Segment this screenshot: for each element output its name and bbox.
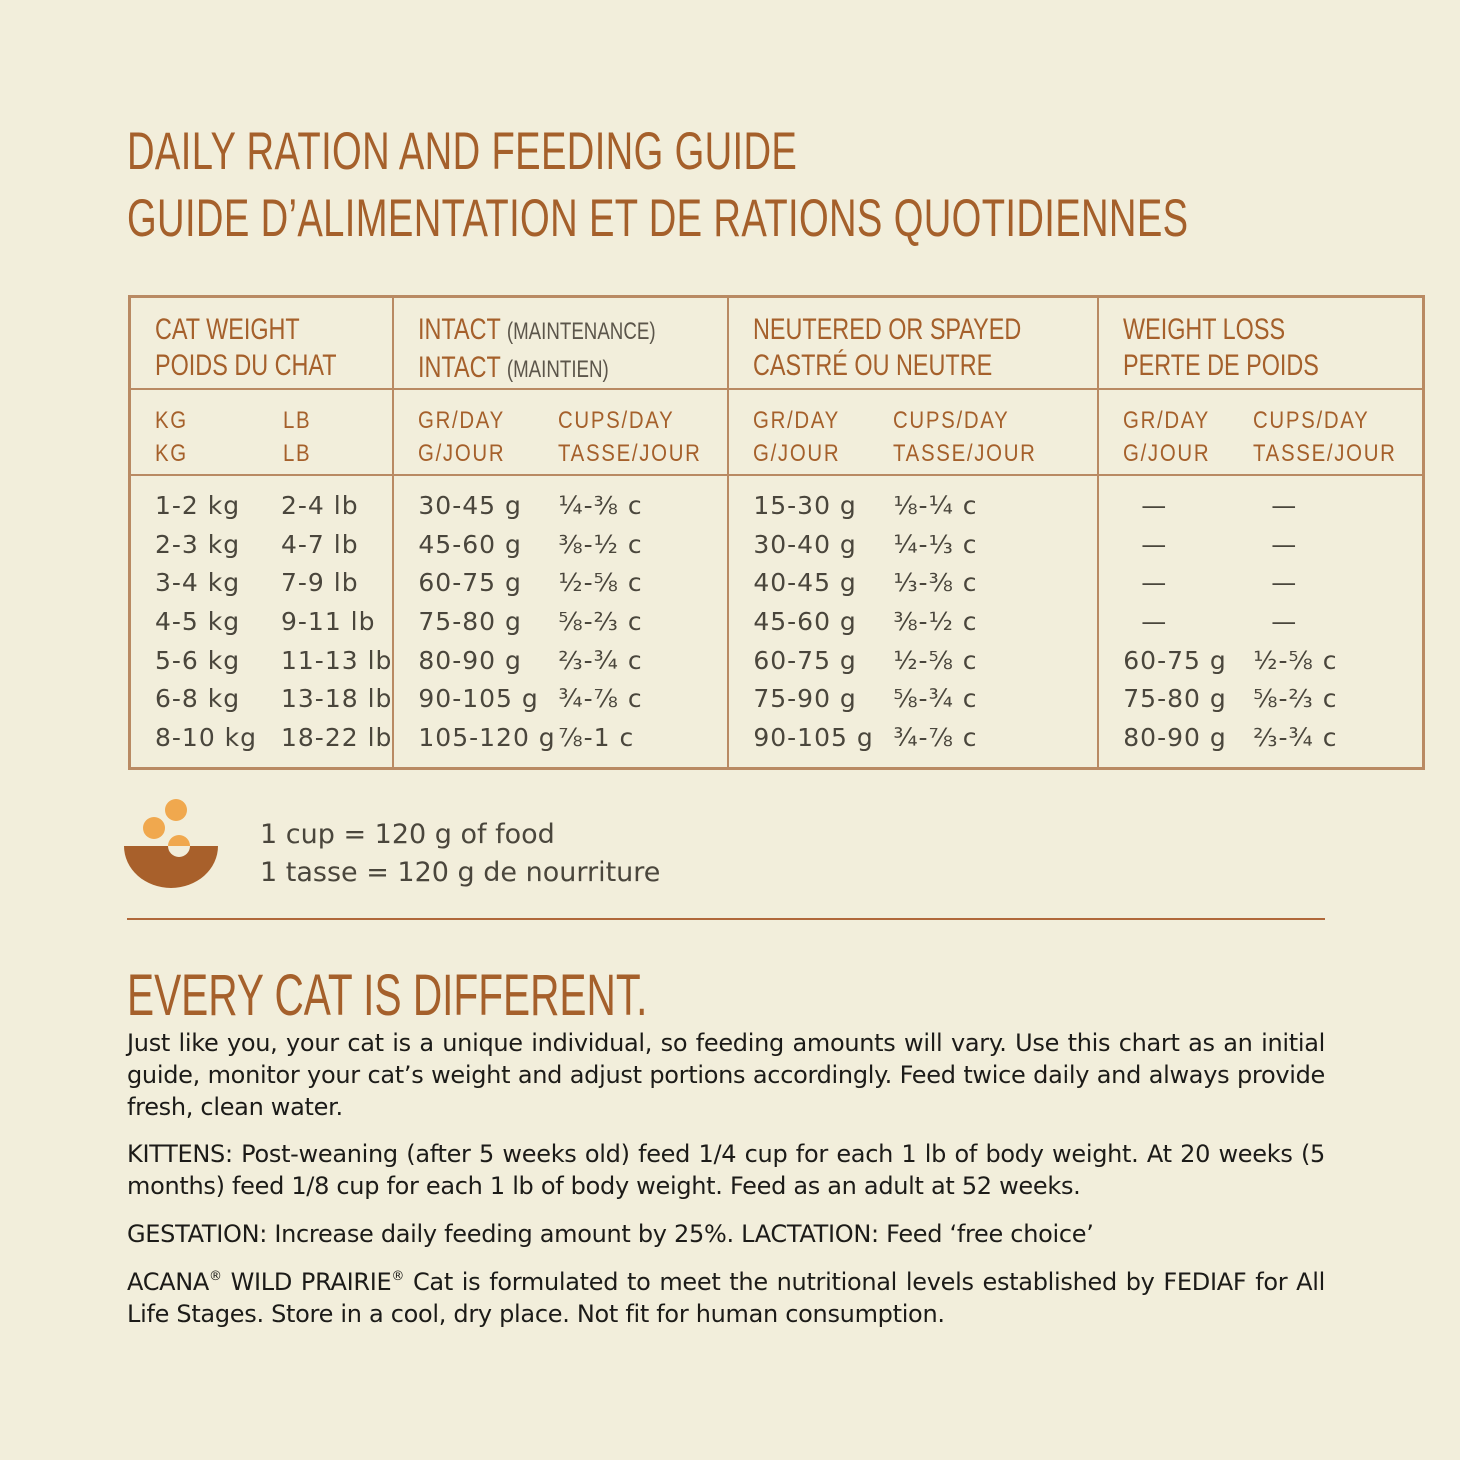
header-label-en: INTACT (418, 313, 501, 346)
subheader-loss-units (1098, 389, 1423, 475)
table-row (155, 602, 392, 641)
header-paren-en: (MAINTENANCE) (507, 318, 656, 345)
header-label-en: WEIGHT LOSS (1123, 313, 1286, 346)
cups-value: ⅝-⅔ c (1253, 684, 1338, 714)
intact-column (393, 475, 728, 768)
kg-value: 4-5 kg (155, 606, 241, 636)
lb-value: 4-7 lb (281, 529, 359, 559)
table-row (1123, 602, 1422, 641)
grams-value: 80-90 g (418, 645, 522, 675)
cups-value: ⅜-½ c (558, 529, 643, 559)
unit-label: GR/DAY (418, 407, 506, 434)
header-intact (393, 297, 728, 390)
cups-value: ⅞-1 c (558, 722, 635, 752)
header-label-en: NEUTERED OR SPAYED (753, 313, 1022, 346)
table-row (155, 563, 392, 602)
cups-value: ½-⅝ c (1253, 645, 1338, 675)
header-weight-loss (1098, 297, 1423, 390)
product-name: WILD PRAIRIE (221, 1268, 392, 1296)
grams-value: — (1141, 529, 1168, 559)
grams-value: 45-60 g (753, 606, 857, 636)
unit-label: LB (283, 407, 312, 434)
cups-value: — (1271, 568, 1298, 598)
weight-loss-column (1098, 475, 1423, 768)
lb-value: 18-22 lb (281, 722, 393, 752)
table-row (418, 486, 727, 525)
grams-value: — (1141, 606, 1168, 636)
kg-value: 2-3 kg (155, 529, 241, 559)
table-row (418, 679, 727, 718)
grams-value: — (1141, 568, 1168, 598)
title-english: DAILY RATION AND FEEDING GUIDE (127, 122, 798, 181)
cups-value: ½-⅝ c (893, 645, 978, 675)
table-row (753, 486, 1097, 525)
cup-text-en: 1 cup = 120 g of food (260, 819, 555, 850)
unit-label: KG (155, 440, 188, 467)
cups-value: ½-⅝ c (558, 568, 643, 598)
weight-column (130, 475, 394, 768)
table-row (753, 602, 1097, 641)
grams-value: 40-45 g (753, 568, 857, 598)
table-row (418, 563, 727, 602)
table-row (1123, 718, 1422, 757)
lb-value: 7-9 lb (281, 568, 359, 598)
unit-label: CUPS/DAY (558, 407, 675, 434)
table-row (1123, 563, 1422, 602)
table-row (753, 718, 1097, 757)
registered-mark: ® (391, 1269, 405, 1284)
neutered-column (728, 475, 1098, 768)
cups-value: — (1271, 606, 1298, 636)
grams-value: 90-105 g (418, 684, 539, 714)
formulation-paragraph (127, 1266, 1325, 1330)
kittens-paragraph: KITTENS: Post-weaning (after 5 weeks old) feed 1/4 cup for each 1 lb of body weight. At 20 weeks (5 months) feed 1/8 cup for each 1 lb of body weight. Feed as an adult at 52 weeks. (127, 1140, 1325, 1200)
unit-label: GR/DAY (753, 407, 841, 434)
table-row (753, 525, 1097, 564)
table-row (418, 525, 727, 564)
subheader-intact-units (393, 389, 728, 475)
gestation-paragraph: GESTATION: Increase daily feeding amount by 25%. LACTATION: Feed ‘free choice’ (127, 1220, 1094, 1248)
grams-value: 60-75 g (753, 645, 857, 675)
unit-label: CUPS/DAY (893, 407, 1010, 434)
grams-value: 75-90 g (753, 684, 857, 714)
cups-value: ⅔-¾ c (558, 645, 643, 675)
table-row (418, 641, 727, 680)
unit-label: KG (155, 407, 188, 434)
lb-value: 13-18 lb (281, 684, 393, 714)
bowl-with-kibble-icon (124, 798, 220, 890)
grams-value: 15-30 g (753, 490, 857, 520)
table-row (1123, 641, 1422, 680)
table-row (155, 718, 392, 757)
cups-value: ¼-⅓ c (893, 529, 978, 559)
section-heading: EVERY CAT IS DIFFERENT. (127, 963, 648, 1028)
cups-value: — (1271, 490, 1298, 520)
table-row (753, 641, 1097, 680)
brand-name: ACANA (127, 1268, 210, 1296)
cups-value: ⅝-⅔ c (558, 606, 643, 636)
subheader-neutered-units (728, 389, 1098, 475)
table-subheader-row (130, 389, 1424, 475)
unit-label: CUPS/DAY (1253, 407, 1370, 434)
grams-value: 45-60 g (418, 529, 522, 559)
table-header-row (130, 297, 1424, 390)
table-row (1123, 486, 1422, 525)
cups-value: ⅛-¼ c (893, 490, 978, 520)
grams-value: 60-75 g (1123, 645, 1227, 675)
grams-value: 30-40 g (753, 529, 857, 559)
unit-label: G/JOUR (753, 440, 841, 467)
cup-conversion-note (124, 798, 724, 893)
table-row (753, 679, 1097, 718)
cups-value: ¾-⅞ c (893, 722, 978, 752)
section-divider (127, 918, 1325, 920)
intro-paragraph: Just like you, your cat is a unique individual, so feeding amounts will vary. Use this chart as an initial guide, monitor your cat’s weight and adjust portions accordingly. Feed twice daily and always provide fresh, clean water. (127, 1029, 1325, 1121)
grams-value: 75-80 g (1123, 684, 1227, 714)
kg-value: 1-2 kg (155, 490, 241, 520)
table-body-row (130, 475, 1424, 768)
cups-value: ⅜-½ c (893, 606, 978, 636)
subheader-weight-units (130, 389, 394, 475)
table-row (155, 679, 392, 718)
page-title (127, 118, 1188, 252)
registered-mark: ® (209, 1269, 222, 1284)
table-row (155, 486, 392, 525)
header-neutered (728, 297, 1098, 390)
lb-value: 11-13 lb (281, 645, 393, 675)
header-label-fr: INTACT (418, 351, 501, 384)
grams-value: 75-80 g (418, 606, 522, 636)
cups-value: — (1271, 529, 1298, 559)
table-row (1123, 525, 1422, 564)
unit-label: G/JOUR (1123, 440, 1211, 467)
unit-label: GR/DAY (1123, 407, 1211, 434)
unit-label: TASSE/JOUR (558, 440, 702, 467)
table-row (155, 525, 392, 564)
table-row (418, 602, 727, 641)
unit-label: LB (283, 440, 312, 467)
header-paren-fr: (MAINTIEN) (507, 356, 610, 383)
cups-value: ⅓-⅜ c (893, 568, 978, 598)
unit-label: TASSE/JOUR (1253, 440, 1397, 467)
header-label-fr: CASTRÉ OU NEUTRE (753, 349, 993, 382)
cups-value: ⅔-¾ c (1253, 722, 1338, 752)
cups-value: ¾-⅞ c (558, 684, 643, 714)
cup-text (260, 816, 660, 892)
kg-value: 5-6 kg (155, 645, 241, 675)
grams-value: 105-120 g (418, 722, 556, 752)
lb-value: 9-11 lb (281, 606, 376, 636)
title-french: GUIDE D’ALIMENTATION ET DE RATIONS QUOTIDIENNES (127, 189, 1189, 248)
grams-value: 60-75 g (418, 568, 522, 598)
kg-value: 8-10 kg (155, 722, 258, 752)
kg-value: 3-4 kg (155, 568, 241, 598)
cup-text-fr: 1 tasse = 120 g de nourriture (260, 857, 661, 888)
header-label-fr: PERTE DE POIDS (1123, 349, 1320, 382)
grams-value: — (1141, 490, 1168, 520)
kg-value: 6-8 kg (155, 684, 241, 714)
grams-value: 90-105 g (753, 722, 874, 752)
feeding-table (128, 295, 1425, 770)
table-row (753, 563, 1097, 602)
unit-label: G/JOUR (418, 440, 506, 467)
unit-label: TASSE/JOUR (893, 440, 1037, 467)
header-cat-weight (130, 297, 394, 390)
table-row (1123, 679, 1422, 718)
header-label-fr: POIDS DU CHAT (155, 349, 337, 382)
table-row (155, 641, 392, 680)
table-row (418, 718, 727, 757)
grams-value: 30-45 g (418, 490, 522, 520)
lb-value: 2-4 lb (281, 490, 359, 520)
formulation-text: Cat is formulated to meet the nutritional levels established by FEDIAF for All Life Stages. Store in a cool, dry place. Not fit for human consumption. (127, 1268, 1326, 1328)
cups-value: ¼-⅜ c (558, 490, 643, 520)
header-label-en: CAT WEIGHT (155, 313, 300, 346)
cups-value: ⅝-¾ c (893, 684, 978, 714)
grams-value: 80-90 g (1123, 722, 1227, 752)
